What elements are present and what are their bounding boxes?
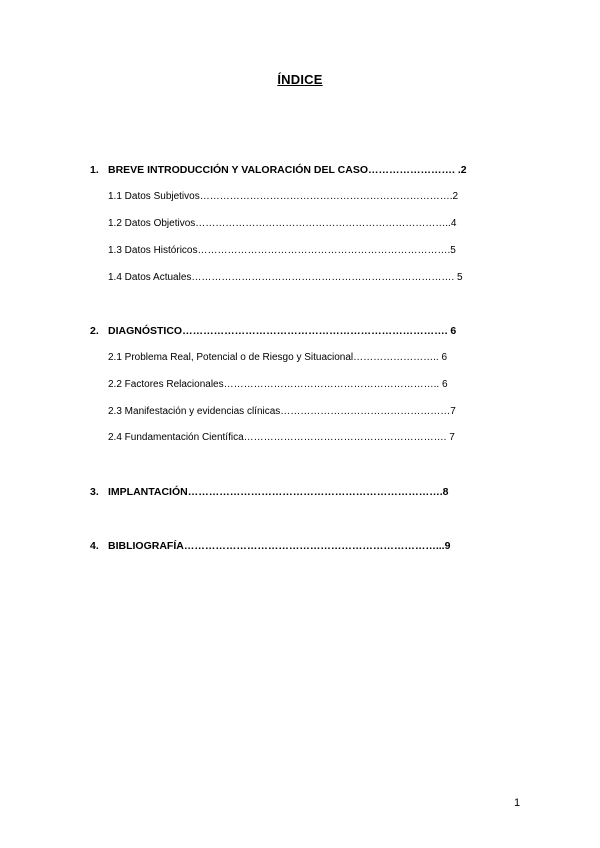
toc-entry-2-2[interactable]	[108, 378, 448, 392]
toc-entry-2-1[interactable]	[108, 351, 447, 365]
index-title: ÍNDICE	[277, 72, 323, 87]
toc-entry-text: 1.4 Datos Actuales……………………………………………………………………. 5	[108, 272, 463, 283]
toc-entry-text: 2.3 Manifestación y evidencias clínicas……………………………………………7	[108, 406, 456, 417]
page-number: 1	[514, 797, 521, 809]
toc-entry-text: BREVE INTRODUCCIÓN Y VALORACIÓN DEL CASO……………………. .2	[108, 164, 467, 176]
toc-entry-text: 2.2 Factores Relacionales……………………………………………………….. 6	[108, 379, 448, 390]
toc-entry-2-4[interactable]	[108, 431, 455, 445]
toc-entry-1-1[interactable]	[108, 190, 458, 204]
toc-entry-number: 3.	[90, 486, 99, 498]
toc-entry-1-4[interactable]	[108, 271, 463, 285]
toc-entry-text: 1.1 Datos Subjetivos………………………………………………………………….2	[108, 191, 459, 202]
toc-entry-1-3[interactable]	[108, 244, 456, 258]
toc-entry-number: 1.	[90, 164, 99, 176]
toc-entry-1-2[interactable]	[108, 217, 456, 231]
toc-entry-text: BIBLIOGRAFÍA………………………………………………………………...9	[108, 540, 451, 552]
toc-entry-text: 2.4 Fundamentación Científica……………………………………………………. 7	[108, 432, 455, 443]
toc-entry-2-3[interactable]	[108, 405, 456, 419]
toc-entry-text: IMPLANTACIÓN……………………………………………………………….8	[108, 486, 449, 498]
toc-entry-text: 1.3 Datos Históricos………………………………………………………………….5	[108, 245, 456, 256]
toc-entry-text: 1.2 Datos Objetivos…………………………………………………………………..4	[108, 218, 457, 229]
toc-entry-text: DIAGNÓSTICO…………………………………………………………………. 6	[108, 325, 457, 337]
toc-entry-number: 4.	[90, 540, 99, 552]
toc-entry-number: 2.	[90, 325, 99, 337]
toc-entry-text: 2.1 Problema Real, Potencial o de Riesgo y Situacional…………………….. 6	[108, 352, 448, 363]
